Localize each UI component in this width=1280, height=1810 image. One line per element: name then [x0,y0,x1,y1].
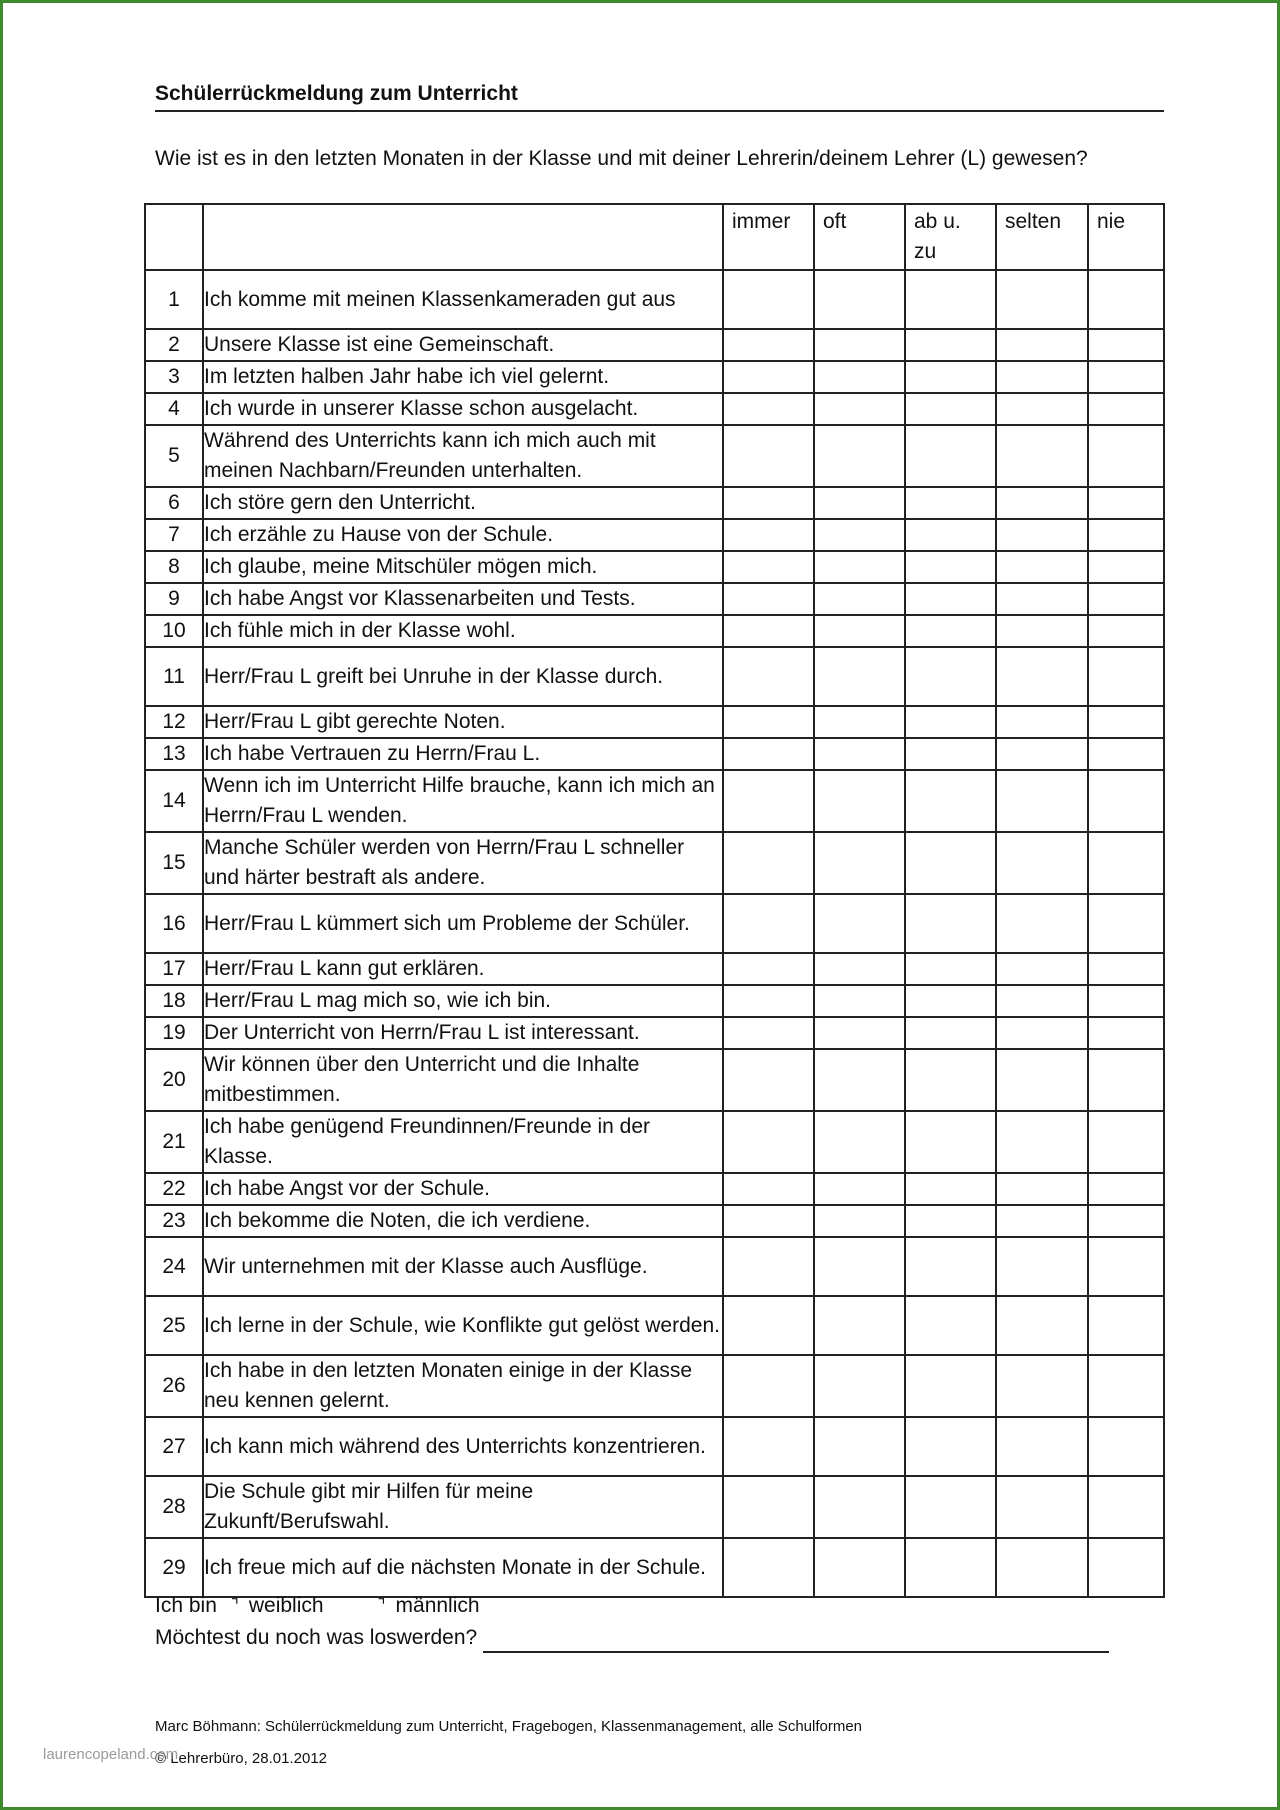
header-nie: nie [1088,204,1164,270]
answer-cell-oft[interactable] [814,583,905,615]
answer-cell-oft[interactable] [814,393,905,425]
answer-cell-oft[interactable] [814,1049,905,1111]
answer-cell-nie[interactable] [1088,894,1164,953]
answer-cell-nie[interactable] [1088,832,1164,894]
watermark-text: laurencopeland.com [43,1746,179,1763]
item-statement: Der Unterricht von Herrn/Frau L ist interessant. [203,1017,723,1049]
item-number: 4 [145,393,203,425]
table-row [145,519,1164,551]
answer-cell-oft[interactable] [814,519,905,551]
header-oft: oft [814,204,905,270]
item-number: 16 [145,894,203,953]
answer-cell-oft[interactable] [814,894,905,953]
answer-cell-ab-u-zu[interactable] [905,425,996,487]
answer-cell-selten[interactable] [996,1237,1088,1296]
answer-cell-selten[interactable] [996,393,1088,425]
answer-cell-oft[interactable] [814,953,905,985]
answer-cell-immer[interactable] [723,894,814,953]
table-row [145,583,1164,615]
answer-cell-immer[interactable] [723,1417,814,1476]
table-row [145,770,1164,832]
answer-cell-ab-u-zu[interactable] [905,1111,996,1173]
answer-cell-nie[interactable] [1088,551,1164,583]
answer-cell-ab-u-zu[interactable] [905,953,996,985]
answer-cell-immer[interactable] [723,1205,814,1237]
item-number: 3 [145,361,203,393]
item-number: 19 [145,1017,203,1049]
answer-cell-oft[interactable] [814,361,905,393]
table-row [145,487,1164,519]
answer-cell-nie[interactable] [1088,770,1164,832]
answer-cell-oft[interactable] [814,1173,905,1205]
answer-cell-ab-u-zu[interactable] [905,832,996,894]
questionnaire-table [144,203,1165,1598]
answer-cell-immer[interactable] [723,832,814,894]
answer-cell-nie[interactable] [1088,1355,1164,1417]
table-row [145,615,1164,647]
table-row [145,270,1164,329]
answer-cell-immer[interactable] [723,425,814,487]
answer-cell-selten[interactable] [996,1205,1088,1237]
answer-cell-oft[interactable] [814,1476,905,1538]
answer-cell-ab-u-zu[interactable] [905,706,996,738]
item-statement: Ich habe genügend Freundinnen/Freunde in der Klasse. [203,1111,723,1173]
item-number: 11 [145,647,203,706]
gender-prefix: Ich bin [155,1594,217,1617]
footer-source: Marc Böhmann: Schülerrückmeldung zum Unterricht, Fragebogen, Klassenmanagement, alle Schulformen [155,1718,863,1735]
answer-cell-oft[interactable] [814,615,905,647]
item-statement: Ich habe in den letzten Monaten einige in der Klasse neu kennen gelernt. [203,1355,723,1417]
answer-cell-ab-u-zu[interactable] [905,1355,996,1417]
answer-cell-selten[interactable] [996,270,1088,329]
answer-cell-selten[interactable] [996,361,1088,393]
answer-cell-oft[interactable] [814,1538,905,1597]
item-statement: Ich lerne in der Schule, wie Konflikte gut gelöst werden. [203,1296,723,1355]
answer-cell-immer[interactable] [723,985,814,1017]
answer-cell-oft[interactable] [814,1017,905,1049]
answer-cell-oft[interactable] [814,1417,905,1476]
comment-answer-line[interactable] [483,1627,1109,1653]
answer-cell-nie[interactable] [1088,487,1164,519]
answer-cell-oft[interactable] [814,270,905,329]
item-number: 28 [145,1476,203,1538]
item-number: 5 [145,425,203,487]
label-female: weiblich [248,1594,324,1617]
answer-cell-ab-u-zu[interactable] [905,1476,996,1538]
answer-cell-immer[interactable] [723,551,814,583]
header-ab-u-zu: ab u. zu [905,204,996,270]
answer-cell-immer[interactable] [723,270,814,329]
item-statement: Wir können über den Unterricht und die Inhalte mitbestimmen. [203,1049,723,1111]
answer-cell-immer[interactable] [723,361,814,393]
answer-cell-ab-u-zu[interactable] [905,1049,996,1111]
table-row [145,1296,1164,1355]
answer-cell-selten[interactable] [996,1296,1088,1355]
answer-cell-selten[interactable] [996,1538,1088,1597]
table-row [145,1417,1164,1476]
item-number: 29 [145,1538,203,1597]
answer-cell-selten[interactable] [996,487,1088,519]
answer-cell-nie[interactable] [1088,1237,1164,1296]
item-statement: Manche Schüler werden von Herrn/Frau L schneller und härter bestraft als andere. [203,832,723,894]
item-statement: Die Schule gibt mir Hilfen für meine Zukunft/Berufswahl. [203,1476,723,1538]
answer-cell-ab-u-zu[interactable] [905,487,996,519]
answer-cell-nie[interactable] [1088,1205,1164,1237]
table-row [145,1205,1164,1237]
answer-cell-oft[interactable] [814,647,905,706]
answer-cell-oft[interactable] [814,1355,905,1417]
answer-cell-ab-u-zu[interactable] [905,361,996,393]
item-number: 7 [145,519,203,551]
answer-cell-oft[interactable] [814,738,905,770]
table-row [145,329,1164,361]
answer-cell-immer[interactable] [723,1173,814,1205]
answer-cell-nie[interactable] [1088,1476,1164,1538]
footer-copyright: © Lehrerbüro, 28.01.2012 [155,1750,328,1767]
answer-cell-selten[interactable] [996,832,1088,894]
answer-cell-oft[interactable] [814,1205,905,1237]
answer-cell-nie[interactable] [1088,1111,1164,1173]
answer-cell-ab-u-zu[interactable] [905,583,996,615]
item-number: 20 [145,1049,203,1111]
item-number: 18 [145,985,203,1017]
answer-cell-ab-u-zu[interactable] [905,329,996,361]
answer-cell-nie[interactable] [1088,425,1164,487]
page-title: Schülerrückmeldung zum Unterricht [155,82,518,105]
answer-cell-selten[interactable] [996,615,1088,647]
checkbox-male[interactable]: ⌝ [377,1596,386,1615]
item-statement: Herr/Frau L kümmert sich um Probleme der Schüler. [203,894,723,953]
answer-cell-oft[interactable] [814,1296,905,1355]
item-statement: Wenn ich im Unterricht Hilfe brauche, kann ich mich an Herrn/Frau L wenden. [203,770,723,832]
comment-section [155,1623,1165,1653]
table-row [145,647,1164,706]
answer-cell-selten[interactable] [996,1017,1088,1049]
table-row [145,1355,1164,1417]
answer-cell-selten[interactable] [996,1111,1088,1173]
label-male: männlich [395,1594,480,1617]
answer-cell-nie[interactable] [1088,1017,1164,1049]
answer-cell-ab-u-zu[interactable] [905,1417,996,1476]
item-number: 9 [145,583,203,615]
answer-cell-ab-u-zu[interactable] [905,1296,996,1355]
answer-cell-oft[interactable] [814,425,905,487]
answer-cell-oft[interactable] [814,770,905,832]
item-statement: Ich freue mich auf die nächsten Monate in der Schule. [203,1538,723,1597]
item-statement: Im letzten halben Jahr habe ich viel gelernt. [203,361,723,393]
item-number: 15 [145,832,203,894]
item-number: 13 [145,738,203,770]
comment-prompt: Möchtest du noch was loswerden? [155,1626,478,1649]
answer-cell-immer[interactable] [723,1017,814,1049]
answer-cell-immer[interactable] [723,1476,814,1538]
answer-cell-nie[interactable] [1088,953,1164,985]
answer-cell-immer[interactable] [723,329,814,361]
header-statement-cell [203,204,723,270]
table-row [145,425,1164,487]
answer-cell-selten[interactable] [996,985,1088,1017]
answer-cell-nie[interactable] [1088,361,1164,393]
answer-cell-selten[interactable] [996,425,1088,487]
answer-cell-oft[interactable] [814,329,905,361]
table-row [145,832,1164,894]
answer-cell-nie[interactable] [1088,329,1164,361]
answer-cell-oft[interactable] [814,487,905,519]
answer-cell-selten[interactable] [996,551,1088,583]
answer-cell-selten[interactable] [996,738,1088,770]
item-number: 26 [145,1355,203,1417]
title-underline [155,110,1164,112]
table-row [145,361,1164,393]
item-statement: Ich komme mit meinen Klassenkameraden gut aus [203,270,723,329]
item-statement: Ich habe Angst vor der Schule. [203,1173,723,1205]
item-number: 2 [145,329,203,361]
answer-cell-nie[interactable] [1088,1296,1164,1355]
item-statement: Herr/Frau L greift bei Unruhe in der Klasse durch. [203,647,723,706]
answer-cell-immer[interactable] [723,770,814,832]
answer-cell-nie[interactable] [1088,1538,1164,1597]
item-statement: Ich glaube, meine Mitschüler mögen mich. [203,551,723,583]
answer-cell-nie[interactable] [1088,738,1164,770]
table-row [145,1237,1164,1296]
answer-cell-selten[interactable] [996,1049,1088,1111]
answer-cell-ab-u-zu[interactable] [905,393,996,425]
answer-cell-ab-u-zu[interactable] [905,1205,996,1237]
header-selten: selten [996,204,1088,270]
answer-cell-nie[interactable] [1088,519,1164,551]
item-statement: Herr/Frau L mag mich so, wie ich bin. [203,985,723,1017]
answer-cell-immer[interactable] [723,1237,814,1296]
table-row [145,953,1164,985]
item-number: 12 [145,706,203,738]
item-number: 25 [145,1296,203,1355]
answer-cell-nie[interactable] [1088,583,1164,615]
answer-cell-nie[interactable] [1088,985,1164,1017]
item-statement: Unsere Klasse ist eine Gemeinschaft. [203,329,723,361]
gender-selection [155,1591,480,1622]
table-row [145,1476,1164,1538]
answer-cell-selten[interactable] [996,706,1088,738]
answer-cell-nie[interactable] [1088,270,1164,329]
item-statement: Wir unternehmen mit der Klasse auch Ausflüge. [203,1237,723,1296]
answer-cell-nie[interactable] [1088,1049,1164,1111]
item-number: 10 [145,615,203,647]
answer-cell-selten[interactable] [996,770,1088,832]
table-row [145,738,1164,770]
answer-cell-selten[interactable] [996,583,1088,615]
answer-cell-ab-u-zu[interactable] [905,647,996,706]
table-row [145,393,1164,425]
table-row [145,985,1164,1017]
item-statement: Ich wurde in unserer Klasse schon ausgelacht. [203,393,723,425]
answer-cell-immer[interactable] [723,583,814,615]
item-number: 24 [145,1237,203,1296]
answer-cell-ab-u-zu[interactable] [905,770,996,832]
item-statement: Ich habe Angst vor Klassenarbeiten und Tests. [203,583,723,615]
questionnaire-body [145,270,1164,1597]
table-row [145,551,1164,583]
item-number: 6 [145,487,203,519]
item-number: 8 [145,551,203,583]
item-statement: Ich bekomme die Noten, die ich verdiene. [203,1205,723,1237]
item-statement: Ich habe Vertrauen zu Herrn/Frau L. [203,738,723,770]
answer-cell-immer[interactable] [723,519,814,551]
table-row [145,1538,1164,1597]
answer-cell-nie[interactable] [1088,615,1164,647]
answer-cell-ab-u-zu[interactable] [905,1237,996,1296]
answer-cell-immer[interactable] [723,393,814,425]
answer-cell-immer[interactable] [723,487,814,519]
answer-cell-immer[interactable] [723,1049,814,1111]
answer-cell-selten[interactable] [996,1173,1088,1205]
answer-cell-ab-u-zu[interactable] [905,615,996,647]
answer-cell-oft[interactable] [814,1111,905,1173]
answer-cell-nie[interactable] [1088,647,1164,706]
answer-cell-immer[interactable] [723,706,814,738]
item-number: 27 [145,1417,203,1476]
item-number: 22 [145,1173,203,1205]
answer-cell-selten[interactable] [996,1417,1088,1476]
item-statement: Während des Unterrichts kann ich mich auch mit meinen Nachbarn/Freunden unterhalten. [203,425,723,487]
item-statement: Herr/Frau L kann gut erklären. [203,953,723,985]
answer-cell-ab-u-zu[interactable] [905,738,996,770]
item-statement: Herr/Frau L gibt gerechte Noten. [203,706,723,738]
answer-cell-immer[interactable] [723,738,814,770]
answer-cell-selten[interactable] [996,1355,1088,1417]
item-statement: Ich kann mich während des Unterrichts konzentrieren. [203,1417,723,1476]
answer-cell-ab-u-zu[interactable] [905,1017,996,1049]
answer-cell-nie[interactable] [1088,393,1164,425]
answer-cell-selten[interactable] [996,894,1088,953]
answer-cell-selten[interactable] [996,329,1088,361]
header-row [145,204,1164,270]
answer-cell-immer[interactable] [723,953,814,985]
header-immer: immer [723,204,814,270]
item-statement: Ich fühle mich in der Klasse wohl. [203,615,723,647]
table-row [145,1049,1164,1111]
table-row [145,1173,1164,1205]
table-row [145,1017,1164,1049]
answer-cell-oft[interactable] [814,1237,905,1296]
answer-cell-nie[interactable] [1088,1417,1164,1476]
intro-text: Wie ist es in den letzten Monaten in der Klasse und mit deiner Lehrerin/deinem Lehrer (L) gewesen? [155,147,1088,170]
table-row [145,1111,1164,1173]
answer-cell-nie[interactable] [1088,706,1164,738]
answer-cell-ab-u-zu[interactable] [905,894,996,953]
answer-cell-ab-u-zu[interactable] [905,551,996,583]
answer-cell-ab-u-zu[interactable] [905,519,996,551]
answer-cell-selten[interactable] [996,519,1088,551]
answer-cell-nie[interactable] [1088,1173,1164,1205]
answer-cell-immer[interactable] [723,1538,814,1597]
item-statement: Ich erzähle zu Hause von der Schule. [203,519,723,551]
answer-cell-immer[interactable] [723,1296,814,1355]
item-number: 14 [145,770,203,832]
answer-cell-immer[interactable] [723,615,814,647]
table-row [145,706,1164,738]
answer-cell-oft[interactable] [814,832,905,894]
checkbox-female[interactable]: ⌝ [230,1596,239,1615]
answer-cell-oft[interactable] [814,985,905,1017]
answer-cell-selten[interactable] [996,647,1088,706]
item-number: 17 [145,953,203,985]
answer-cell-ab-u-zu[interactable] [905,270,996,329]
item-number: 21 [145,1111,203,1173]
answer-cell-ab-u-zu[interactable] [905,1173,996,1205]
answer-cell-ab-u-zu[interactable] [905,1538,996,1597]
answer-cell-immer[interactable] [723,647,814,706]
answer-cell-oft[interactable] [814,551,905,583]
header-number-cell [145,204,203,270]
item-number: 23 [145,1205,203,1237]
item-statement: Ich störe gern den Unterricht. [203,487,723,519]
answer-cell-selten[interactable] [996,953,1088,985]
answer-cell-selten[interactable] [996,1476,1088,1538]
answer-cell-ab-u-zu[interactable] [905,985,996,1017]
answer-cell-immer[interactable] [723,1355,814,1417]
table-row [145,894,1164,953]
answer-cell-immer[interactable] [723,1111,814,1173]
answer-cell-oft[interactable] [814,706,905,738]
item-number: 1 [145,270,203,329]
